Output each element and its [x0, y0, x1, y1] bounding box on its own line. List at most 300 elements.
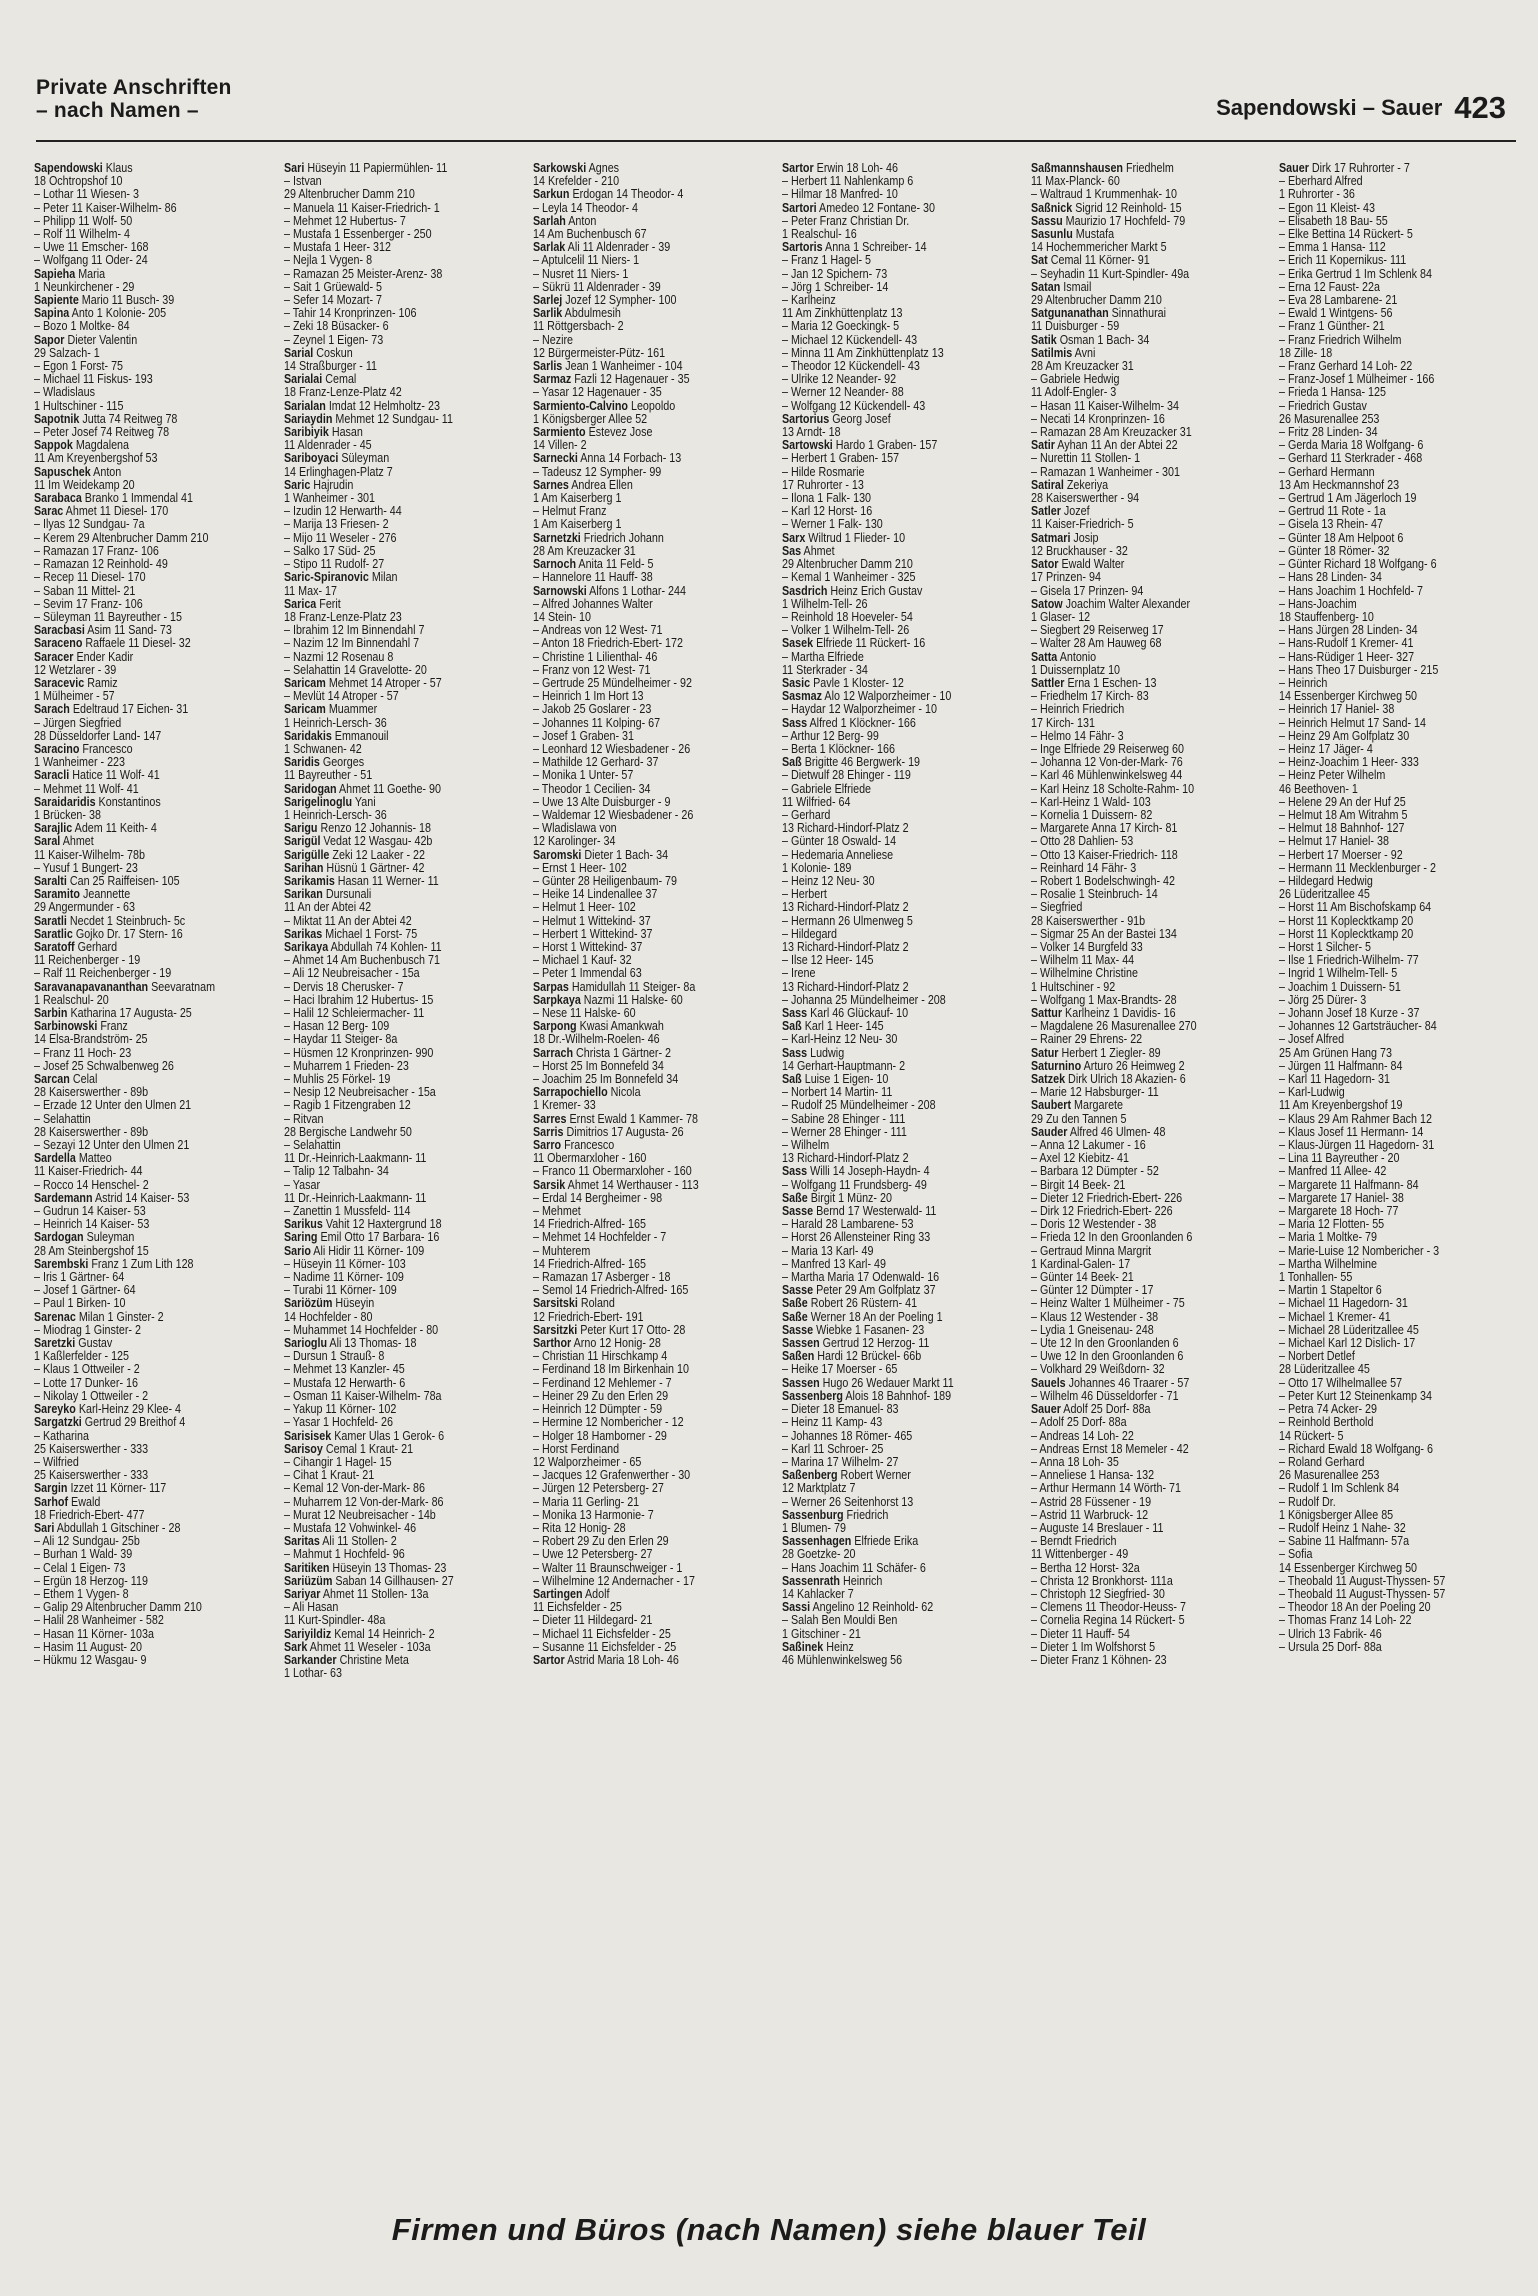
entry-details: – Iris 1 Gärtner- 64 [34, 1270, 125, 1285]
entry-details: – Nezire [533, 332, 574, 347]
entry-details: – Thomas Franz 14 Loh- 22 [1279, 1613, 1412, 1628]
entry-details: – Gudrun 14 Kaiser- 53 [34, 1204, 146, 1219]
entry-details: – Franz-Josef 1 Mülheimer - 166 [1279, 372, 1435, 387]
entry-details: – Christa 12 Bronkhorst- 111a [1031, 1573, 1173, 1588]
entry-details: – Rocco 14 Henschel- 2 [34, 1177, 149, 1192]
entry-details: 1 Duissernplatz 10 [1031, 662, 1121, 677]
entry-details: Branko 1 Immendal 41 [81, 491, 193, 506]
entry-details: – Jacques 12 Grafenwerther - 30 [533, 1468, 691, 1483]
entry-details: – Petra 74 Acker- 29 [1279, 1402, 1377, 1417]
entry-details: – Michael 12 Kückendell- 43 [782, 332, 918, 347]
entry-details: 13 Am Heckmannshof 23 [1279, 477, 1400, 492]
entry-surname: Saridakis [284, 728, 332, 743]
entry-details: – Anneliese 1 Hansa- 132 [1031, 1468, 1155, 1483]
entry-details: – Jürgen Siegfried [34, 715, 122, 730]
entry-details: Milan 1 Ginster- 2 [75, 1309, 164, 1324]
entry-details: – Christian 11 Hirschkamp 4 [533, 1349, 668, 1364]
entry-details: – Salko 17 Süd- 25 [284, 543, 376, 558]
entry-details: – Joachim 1 Duissern- 51 [1279, 979, 1401, 994]
entry-details: – Josef 1 Gärtner- 64 [34, 1283, 136, 1298]
entry-surname: Sassi [782, 1600, 811, 1615]
entry-details: 11 Am Kreyenbergshof 53 [34, 451, 158, 466]
entry-details: 28 Kaiserswerther - 89b [34, 1124, 149, 1139]
entry-details: – Monika 1 Unter- 57 [533, 768, 634, 783]
entry-details: Ali 11 Stollen- 2 [319, 1534, 397, 1549]
entry-surname: Saturnino [1031, 1058, 1082, 1073]
entry-details: Hugo 26 Wedauer Markt 11 [819, 1375, 954, 1390]
entry-details: – Ramazan 25 Meister-Arenz- 38 [284, 266, 443, 281]
entry-details: – Haydar 12 Walporzheimer - 10 [782, 702, 937, 717]
entry-surname: Saramito [34, 887, 81, 902]
entry-details: – Andreas von 12 West- 71 [533, 623, 663, 638]
entry-details: Seevaratnam [148, 979, 216, 994]
entry-details: Bernd 17 Westerwald- 11 [813, 1204, 937, 1219]
entry-details: 1 Am Kaiserberg 1 [533, 491, 622, 506]
entry-details: Dieter Valentin [64, 332, 138, 347]
entry-surname: Sasse [782, 1204, 814, 1219]
entry-details: Süleyman [338, 451, 390, 466]
entry-surname: Sarnoch [533, 557, 577, 572]
entry-details: – Andreas Ernst 18 Memeler - 42 [1031, 1441, 1189, 1456]
entry-details: – Heinrich 1 Im Hort 13 [533, 689, 644, 704]
entry-details: Erdogan 14 Theodor- 4 [569, 187, 684, 202]
entry-details: – Nazmi 12 Rosenau 8 [284, 649, 394, 664]
entry-details: 12 Walporzheimer - 65 [533, 1454, 642, 1469]
entry-details: – Tahir 14 Kronprinzen- 106 [284, 306, 417, 321]
entry-details: Imdat 12 Helmholtz- 23 [325, 398, 440, 413]
entry-details: Abdullah 1 Gitschiner - 28 [54, 1520, 181, 1535]
entry-details: 1 Wilhelm-Tell- 26 [782, 596, 868, 611]
entry-details: – Monika 13 Harmonie- 7 [533, 1507, 654, 1522]
entry-surname: Saral [34, 834, 61, 849]
entry-details: – Erika Gertrud 1 Im Schlenk 84 [1279, 266, 1432, 281]
entry-details: Willi 14 Joseph-Haydn- 4 [807, 1164, 930, 1179]
entry-details: – Uwe 13 Alte Duisburger - 9 [533, 794, 671, 809]
entry-details: – Selahattin [34, 1111, 91, 1126]
entry-details: – Günter 18 Oswald- 14 [782, 834, 897, 849]
directory-column [1031, 162, 1274, 2170]
entry-surname: Sarsitzki [533, 1322, 578, 1337]
entry-details: – Ewald 1 Wintgens- 56 [1279, 306, 1393, 321]
entry-surname: Satiral [1031, 477, 1064, 492]
entry-details: Gertrud 29 Breithof 4 [81, 1415, 186, 1430]
entry-details: – Anna 18 Loh- 35 [1031, 1454, 1119, 1469]
entry-details: – Siegfried [1031, 900, 1083, 915]
entry-surname: Sapendowski [34, 162, 103, 175]
entry-details: 1 Kolonie- 189 [782, 860, 852, 875]
entry-surname: Saribiyik [284, 425, 329, 440]
entry-surname: Sarialai [284, 372, 323, 387]
entry-details: – Horst Ferdinand [533, 1441, 620, 1456]
entry-details: – Johannes 11 Kolping- 67 [533, 715, 661, 730]
entry-surname: Saß [782, 755, 802, 770]
directory-column [533, 162, 776, 2170]
entry-surname: Sarach [34, 702, 70, 717]
entry-details: 29 Angermunder - 63 [34, 900, 136, 915]
entry-details: – Reinhold Berthold [1279, 1415, 1374, 1430]
entry-details: – Cornelia Regina 14 Rückert- 5 [1031, 1613, 1185, 1628]
entry-details: – Jürgen 11 Halfmann- 84 [1279, 1058, 1403, 1073]
entry-details: – Theodor 1 Cecilien- 34 [533, 781, 651, 796]
entry-surname: Satik [1031, 332, 1057, 347]
entry-details: Yani [352, 794, 376, 809]
entry-surname: Sas [782, 543, 802, 558]
entry-details: – Theodor 18 An der Poeling 20 [1279, 1600, 1431, 1615]
entry-details: Wiltrud 1 Flieder- 10 [805, 530, 906, 545]
entry-details: 14 Friedrich-Alfred- 165 [533, 1256, 646, 1271]
entry-details: Edeltraud 17 Eichen- 31 [69, 702, 189, 717]
entry-details: Hüseyin [332, 1296, 375, 1311]
entry-details: Konstantinos [95, 794, 161, 809]
entry-details: Hüsnü 1 Gärtner- 42 [323, 860, 425, 875]
entry-surname: Sarenac [34, 1309, 76, 1324]
entry-details: – Tadeusz 12 Sympher- 99 [533, 464, 662, 479]
entry-details: – Dieter 18 Emanuel- 83 [782, 1402, 899, 1417]
entry-details: – Sofia [1279, 1547, 1313, 1562]
entry-details: Ali 11 Aldenrader - 39 [565, 240, 671, 255]
entry-details: – Eva 28 Lambarene- 21 [1279, 293, 1398, 308]
entry-details: – Roland Gerhard [1279, 1454, 1365, 1469]
entry-details: 14 Erlinghagen-Platz 7 [284, 464, 393, 479]
entry-details: – Bertha 12 Horst- 32a [1031, 1560, 1140, 1575]
entry-details: – Manfred 13 Karl- 49 [782, 1256, 886, 1271]
entry-details: 1 Kaßlerfelder - 125 [34, 1349, 130, 1364]
entry-details: Hajrudin [310, 477, 354, 492]
directory-columns [34, 162, 1520, 2170]
entry-details: Robert 26 Rüstern- 41 [807, 1296, 918, 1311]
entry-surname: Sassenrath [782, 1573, 840, 1588]
entry-surname: Sartorius [782, 411, 830, 426]
entry-details: – Franz 1 Günther- 21 [1279, 319, 1385, 334]
entry-surname: Sarihan [284, 860, 324, 875]
entry-details: 1 Königsberger Allee 52 [533, 411, 648, 426]
entry-details: – Horst 1 Wittekind- 37 [533, 939, 643, 954]
name-range: Sapendowski – Sauer [1216, 95, 1443, 120]
entry-details: Abdulmesih [562, 306, 621, 321]
entry-surname: Sauels [1031, 1375, 1066, 1390]
entry-surname: Sarcan [34, 1072, 70, 1087]
entry-details: Suleyman [83, 1230, 135, 1245]
entry-details: – Wilhelm [782, 1138, 830, 1153]
entry-details: – Richard Ewald 18 Wolfgang- 6 [1279, 1441, 1433, 1456]
entry-surname: Satta [1031, 649, 1058, 664]
entry-surname: Satir [1031, 438, 1055, 453]
entry-details: – Süleyman 11 Bayreuther - 15 [34, 609, 183, 624]
entry-details: Karl 46 Glückauf- 10 [807, 1006, 909, 1020]
entry-details: – Maria 11 Gerling- 21 [533, 1494, 640, 1509]
entry-details: – Friedhelm 17 Kirch- 83 [1031, 689, 1149, 704]
entry-details: – Erdal 14 Bergheimer - 98 [533, 1190, 663, 1205]
entry-details: – Wladislawa von [533, 821, 617, 836]
entry-details: Erna 1 Eschen- 13 [1064, 675, 1157, 690]
entry-surname: Sattur [1031, 1006, 1063, 1020]
entry-details: – Zeynel 1 Eigen- 73 [284, 332, 384, 347]
entry-surname: Saßmannshausen [1031, 162, 1124, 175]
entry-details: Michael 1 Forst- 75 [322, 926, 418, 941]
entry-details: – Rudolf 25 Mündelheimer - 208 [782, 1098, 936, 1113]
entry-surname: Sarsitski [533, 1296, 578, 1311]
entry-details: – Hasan 11 Kaiser-Wilhelm- 34 [1031, 398, 1179, 413]
entry-details: – Michael 1 Kremer- 41 [1279, 1309, 1391, 1324]
entry-details: – Dieter 11 Hauff- 54 [1031, 1626, 1130, 1641]
entry-details: 12 Bruckhauser - 32 [1031, 543, 1128, 558]
entry-details: – Susanne 11 Eichsfelder - 25 [533, 1639, 677, 1654]
entry-details: – Mustafa 12 Vohwinkel- 46 [284, 1520, 417, 1535]
entry-details: Pavle 1 Kloster- 12 [810, 675, 904, 690]
entry-surname: Sarpong [533, 1019, 577, 1034]
entry-details: – Mathilde 12 Gerhard- 37 [533, 755, 659, 770]
entry-details: Ludwig [807, 1045, 845, 1060]
entry-details: 18 Stauffenberg- 10 [1279, 609, 1374, 624]
entry-details: – Theodor 12 Kückendell- 43 [782, 359, 920, 374]
entry-details: Klaus [102, 162, 133, 175]
entry-details: – Michael 11 Fiskus- 193 [34, 372, 153, 387]
entry-details: 28 Am Kreuzacker 31 [1031, 359, 1134, 374]
entry-details: 28 Düsseldorfer Land- 147 [34, 728, 162, 743]
entry-details: 18 Zille- 18 [1279, 345, 1333, 360]
entry-details: Arturo 26 Heimweg 2 [1081, 1058, 1185, 1073]
entry-surname: Sarajlic [34, 821, 73, 836]
entry-surname: Saracino [34, 741, 80, 756]
entry-surname: Sassenburg [782, 1507, 844, 1522]
entry-surname: Sarigül [284, 834, 321, 849]
entry-surname: Saratoff [34, 939, 75, 954]
entry-details: Hüseyin 11 Papiermühlen- 11 [304, 162, 448, 175]
entry-details: – Alfred Johannes Walter [533, 596, 653, 611]
entry-details: Friedrich [843, 1507, 889, 1522]
entry-details: – Rita 12 Honig- 28 [533, 1520, 626, 1535]
entry-details: 1 Ruhrorter - 36 [1279, 187, 1355, 202]
entry-details: – Michael 1 Kauf- 32 [533, 953, 632, 968]
entry-details: Sinnathurai [1108, 306, 1167, 321]
entry-details: Leopoldo [627, 398, 676, 413]
entry-details: – Egon 1 Forst- 75 [34, 359, 124, 374]
entry-details: Ali 13 Thomas- 18 [327, 1336, 417, 1351]
entry-surname: Sarpkaya [533, 992, 581, 1007]
entry-details: – Johanna 25 Mündelheimer - 208 [782, 992, 946, 1007]
entry-details: 11 Dr.-Heinrich-Laakmann- 11 [284, 1190, 427, 1205]
entry-surname: Saromski [533, 847, 582, 862]
entry-surname: Sasmaz [782, 689, 823, 704]
entry-surname: Satzek [1031, 1072, 1066, 1087]
entry-details: – Helene 29 An der Huf 25 [1279, 794, 1406, 809]
entry-details: – Horst 11 Am Bischofskamp 64 [1279, 900, 1432, 915]
entry-details: – Adolf 25 Dorf- 88a [1031, 1415, 1127, 1430]
entry-details: – Heinrich [1279, 675, 1328, 690]
entry-details: – Günter 18 Römer- 32 [1279, 543, 1390, 558]
entry-details: – Yasar 12 Hagenauer - 35 [533, 385, 662, 400]
entry-details: – Osman 11 Kaiser-Wilhelm- 78a [284, 1388, 442, 1403]
entry-details: – Hans-Rüdiger 1 Heer- 327 [1279, 649, 1415, 664]
entry-details: 1 Glaser- 12 [1031, 609, 1091, 624]
entry-details: 11 Kurt-Spindler- 48a [284, 1613, 386, 1628]
entry-details: 29 Altenbrucher Damm 210 [782, 557, 913, 572]
entry-surname: Sarsik [533, 1177, 566, 1192]
entry-details: 12 Wetzlarer - 39 [34, 662, 117, 677]
entry-details: Dirk 17 Ruhrorter - 7 [1308, 162, 1410, 175]
entry-surname: Saridogan [284, 781, 337, 796]
entry-details: – Maria 1 Moltke- 79 [1279, 1230, 1377, 1245]
entry-surname: Sarro [533, 1138, 562, 1153]
entry-details: – Christine 1 Lilienthal- 46 [533, 649, 658, 664]
entry-details: – Celal 1 Eigen- 73 [34, 1560, 126, 1575]
entry-details: – Elisabeth 18 Bau- 55 [1279, 213, 1388, 228]
entry-surname: Sark [284, 1639, 308, 1654]
entry-details: – Heinrich 14 Kaiser- 53 [34, 1217, 150, 1232]
entry-surname: Sartingen [533, 1586, 583, 1601]
entry-surname: Sartor [533, 1652, 565, 1667]
entry-details: 11 Sterkrader - 34 [782, 662, 868, 677]
entry-details: Avni [1072, 345, 1096, 360]
entry-details: Astrid 14 Kaiser- 53 [92, 1190, 190, 1205]
entry-surname: Saravanapavananthan [34, 979, 149, 994]
entry-details: 1 Neunkirchener - 29 [34, 279, 135, 294]
directory-entry [782, 1654, 991, 1667]
entry-details: Ayhan 11 An der Abtei 22 [1054, 438, 1178, 453]
entry-details: – Heinz Walter 1 Mülheimer - 75 [1031, 1296, 1185, 1311]
entry-details: – Jakob 25 Goslarer - 23 [533, 702, 652, 717]
entry-details: – Elke Bettina 14 Rückert- 5 [1279, 227, 1413, 242]
entry-details: Adem 11 Keith- 4 [72, 821, 157, 836]
entry-details: – Volker 14 Burgfeld 33 [1031, 939, 1143, 954]
entry-details: Alfred 46 Ulmen- 48 [1067, 1124, 1166, 1139]
entry-details: Nicola [607, 1085, 641, 1100]
entry-surname: Sauer [1279, 162, 1309, 175]
entry-details: Asim 11 Sand- 73 [84, 623, 172, 638]
entry-details: – Ragib 1 Fitzengraben 12 [284, 1098, 411, 1113]
entry-surname: Sarlik [533, 306, 563, 321]
entry-details: Ewald [68, 1494, 101, 1509]
entry-details: 28 Kaiserswerther - 89b [34, 1085, 149, 1100]
entry-details: Mehmet 12 Sundgau- 11 [332, 411, 453, 426]
entry-details: 14 Essenberger Kirchweg 50 [1279, 1560, 1418, 1575]
entry-details: – Zeki 18 Büsacker- 6 [284, 319, 389, 334]
section-title-line2: – nach Namen – [36, 99, 199, 122]
entry-surname: Saraidaridis [34, 794, 96, 809]
entry-surname: Sarmiento-Calvino [533, 398, 628, 413]
entry-details: – Berndt Friedrich [1031, 1534, 1117, 1549]
entry-details: – Werner 12 Neander- 88 [782, 385, 904, 400]
directory-entry [1031, 1654, 1240, 1667]
entry-details: – Mehmet 12 Hubertus- 7 [284, 213, 406, 228]
entry-details: – Halil 12 Schleiermacher- 11 [284, 1006, 425, 1020]
entry-details: 14 Straßburger - 11 [284, 359, 378, 374]
entry-details: – Franz Friedrich Wilhelm [1279, 332, 1402, 347]
entry-details: – Gisela 17 Prinzen- 94 [1031, 583, 1144, 598]
entry-details: – Ritvan [284, 1111, 324, 1126]
entry-details: – Nese 11 Halske- 60 [533, 1006, 636, 1020]
entry-surname: Sario [284, 1243, 311, 1258]
entry-surname: Sapiente [34, 293, 79, 308]
entry-details: – Haydar 11 Steiger- 8a [284, 1032, 398, 1047]
entry-details: – Johann Josef 18 Kurze - 37 [1279, 1006, 1420, 1020]
entry-details: 12 Marktplatz 7 [782, 1481, 856, 1496]
entry-details: – Josef 1 Graben- 31 [533, 728, 634, 743]
entry-surname: Sarlak [533, 240, 566, 255]
entry-details: – Joachim 25 Im Bonnefeld 34 [533, 1072, 679, 1087]
entry-surname: Sauer [1031, 1402, 1061, 1417]
entry-details: Ismail [1060, 279, 1092, 294]
entry-details: – Hildegard [782, 926, 837, 941]
entry-details: – Gerhard [782, 807, 831, 822]
entry-details: – Günter 14 Beek- 21 [1031, 1270, 1134, 1285]
entry-details: 1 Heinrich-Lersch- 36 [284, 807, 387, 822]
entry-details: – Ramazan 12 Reinhold- 49 [34, 557, 168, 572]
entry-details: – Hedemaria Anneliese [782, 847, 894, 862]
entry-details: 28 Am Steinbergshof 15 [34, 1243, 149, 1258]
entry-details: – Klaus 1 Ottweiler - 2 [34, 1362, 140, 1377]
entry-details: Ahmet 11 Weseler - 103a [307, 1639, 431, 1654]
entry-details: – Jan 12 Spichern- 73 [782, 266, 888, 281]
entry-details: – Ramazan 28 Am Kreuzacker 31 [1031, 425, 1192, 440]
entry-surname: Saricam [284, 702, 326, 717]
entry-details: 29 Altenbrucher Damm 210 [284, 187, 415, 202]
entry-details: Arno 12 Honig- 28 [571, 1336, 661, 1351]
entry-details: Coskun [313, 345, 353, 360]
entry-details: – Muharrem 12 Von-der-Mark- 86 [284, 1494, 444, 1509]
entry-details: – Ethem 1 Vygen- 8 [34, 1586, 129, 1601]
entry-details: Georg Josef [829, 411, 891, 426]
entry-details: – Dieter 11 Hildegard- 21 [533, 1613, 653, 1628]
entry-surname: Sasdrich [782, 583, 828, 598]
entry-details: Milan [368, 570, 398, 585]
entry-details: – Wilhelm 11 Max- 44 [1031, 953, 1135, 968]
entry-details: Jeannette [80, 887, 131, 902]
entry-details: Anna 1 Schreiber- 14 [822, 240, 927, 255]
entry-details: Anto 1 Kolonie- 205 [69, 306, 167, 321]
entry-details: – Friedrich Gustav [1279, 398, 1367, 413]
entry-details: – Sezayi 12 Unter den Ulmen 21 [34, 1138, 190, 1153]
entry-details: – Karl 11 Schroer- 25 [782, 1441, 884, 1456]
entry-surname: Sarlej [533, 293, 563, 308]
entry-details: – Heike 14 Lindenallee 37 [533, 887, 658, 902]
entry-details: – Hans-Joachim [1279, 596, 1357, 611]
entry-surname: Sarikan [284, 887, 323, 902]
entry-surname: Sarembski [34, 1256, 89, 1271]
entry-details: – Mustafa 1 Essenberger - 250 [284, 227, 432, 242]
entry-surname: Satow [1031, 596, 1063, 611]
entry-surname: Sarmaz [533, 372, 572, 387]
entry-details: 14 Friedrich-Alfred- 165 [533, 1217, 646, 1232]
entry-details: – Hilde Rosmarie [782, 464, 865, 479]
entry-details: Magdalena [72, 438, 130, 453]
entry-details: – Kornelia 1 Duissern- 82 [1031, 807, 1153, 822]
entry-surname: Sarialan [284, 398, 326, 413]
directory-entry [34, 1654, 243, 1667]
entry-details: 1 Hultschiner - 92 [1031, 979, 1116, 994]
entry-surname: Sapuschek [34, 464, 91, 479]
entry-details: Jozef [1060, 504, 1090, 519]
entry-details: – Ilona 1 Falk- 130 [782, 491, 872, 506]
entry-details: – Ali 12 Sundgau- 25b [34, 1534, 140, 1549]
entry-details: 11 Kaiser-Wilhelm- 78b [34, 847, 145, 862]
entry-details: – Anna 12 Lakumer - 16 [1031, 1138, 1146, 1153]
entry-details: – Mehmet 14 Hochfelder - 7 [533, 1230, 667, 1245]
entry-details: – Rudolf 1 Im Schlenk 84 [1279, 1481, 1400, 1496]
directory-entry [533, 1654, 742, 1667]
entry-details: Alois 18 Bahnhof- 189 [842, 1388, 952, 1403]
entry-details: – Wolfgang 11 Frundsberg- 49 [782, 1177, 927, 1192]
entry-details: – Stipo 11 Rudolf- 27 [284, 557, 385, 572]
entry-details: – Karl-Heinz 12 Neu- 30 [782, 1032, 898, 1047]
entry-details: 14 Stein- 10 [533, 609, 591, 624]
entry-details: – Hildegard Hedwig [1279, 873, 1373, 888]
entry-details: – Margarete Anna 17 Kirch- 81 [1031, 821, 1178, 836]
entry-details: – Sükrü 11 Aldenrader - 39 [533, 279, 661, 294]
entry-surname: Satler [1031, 504, 1061, 519]
section-title [36, 76, 232, 122]
entry-details: 1 Brücken- 38 [34, 807, 101, 822]
